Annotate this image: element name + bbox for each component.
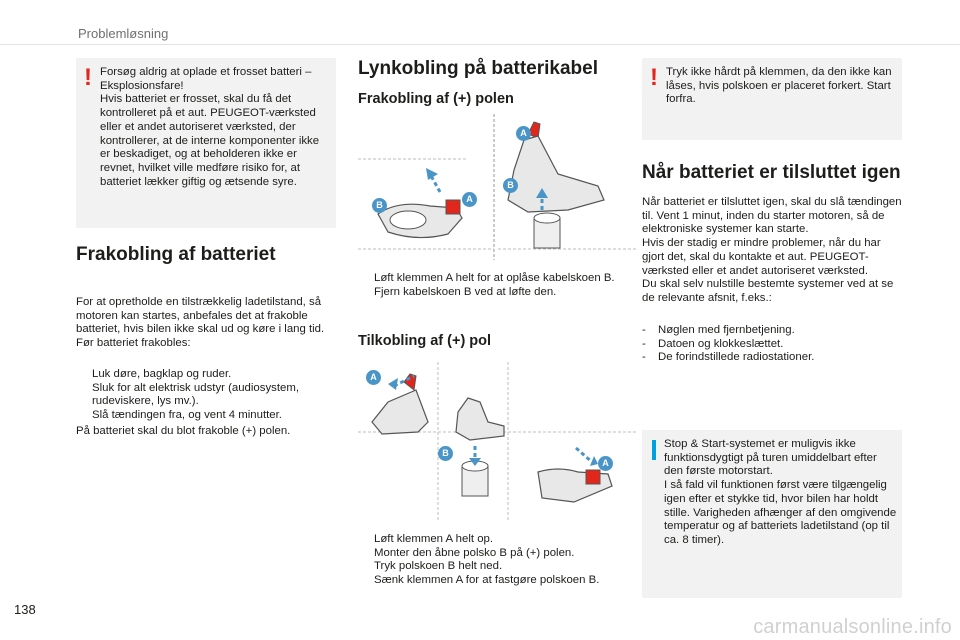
- info-icon: [652, 440, 656, 460]
- warning-box-frozen-battery: [76, 58, 336, 228]
- list-item: Luk døre, bagklap og ruder.: [92, 368, 232, 380]
- section-title-disconnect: Frakobling af batteriet: [76, 244, 276, 265]
- list-item: Slå tændingen fra, og vent 4 minutter.: [92, 409, 282, 422]
- warning-box-clamp: [642, 58, 902, 140]
- footer-watermark: carmanualsonline.info: [753, 616, 952, 638]
- label-a-badge: A: [462, 192, 477, 207]
- label-b-badge: B: [438, 446, 453, 461]
- list-item: - De forindstillede radiostationer.: [642, 351, 815, 364]
- reconnected-text: Når batteriet er tilsluttet igen, skal du slå tændingen til. Vent 1 minut, inden du starter motoren, så de elektroniske systemer kan starte. Hvis der stadig er mindre problemer, når du har gjort det, skal du kontakte et aut. PEUGEOT-værksted eller et andet autoriseret værksted. Du skal selv nulstille bestemte systemer ved at se de relevante afsnit, f.eks.:: [642, 196, 902, 304]
- label-a-badge: A: [366, 370, 381, 385]
- list-item: Løft klemmen A helt op.: [374, 533, 494, 545]
- list-item: Tryk polskoen B helt ned.: [374, 560, 503, 573]
- warning-text: Tryk ikke hårdt på klemmen, da den ikke kan låses, hvis polskoen er placeret forkert. Start forfra.: [666, 66, 892, 106]
- warning-text: Forsøg aldrig at oplade et frosset batteri – Eksplosionsfare! Hvis batteriet er frosset, skal du få det kontrolleret på et aut. PEUGEOT-værksted eller et andet autoriseret værksted, der kontrollerer, at de interne komponenter ikke er beskadiget, og at beholderen ikke er revnet, hvilket ville medføre risiko for, at batteriet lækker giftig og ætsende syre.: [100, 66, 320, 188]
- connect-positive-steps: [358, 533, 638, 588]
- list-item: - Nøglen med fjernbetjening.: [642, 324, 795, 336]
- reset-systems-list: [642, 324, 904, 365]
- clamp-diagram-svg: [358, 114, 636, 260]
- clamp-connect-svg: [358, 362, 636, 520]
- list-item: Fjern kabelskoen B ved at løfte den.: [374, 285, 557, 298]
- info-text: Stop & Start-systemet er muligvis ikke funktionsdygtigt på turen umiddelbart efter den første motorstart. I så fald vil funktionen først være tilgængelig igen efter et stykke tid, hvor bilen har holdt stille. Varigheden afhænger af den omgivende temperatur og af batteriets ladetilstand (op til ca. 8 timer).: [664, 438, 897, 546]
- section-title-reconnected: Når batteriet er tilsluttet igen: [642, 162, 901, 183]
- label-b-badge: B: [372, 198, 387, 213]
- header-divider: [0, 44, 960, 45]
- info-box-stop-start: [642, 430, 902, 598]
- page-number: 138: [14, 602, 36, 617]
- list-item: Sluk for alt elektrisk udstyr (audiosystem, rudeviskere, lys mv.).: [92, 381, 300, 408]
- disconnect-steps: [76, 368, 336, 423]
- warning-icon: !: [84, 64, 92, 91]
- section-header: Problemløsning: [78, 26, 169, 41]
- label-a-badge: A: [516, 126, 531, 141]
- list-item: Monter den åbne polsko B på (+) polen.: [374, 546, 575, 559]
- subtitle-disconnect-positive: Frakobling af (+) polen: [358, 91, 514, 107]
- subtitle-connect-positive: Tilkobling af (+) pol: [358, 333, 492, 349]
- illustration-disconnect-clamp: [358, 114, 636, 260]
- label-a-badge: A: [598, 456, 613, 471]
- section-title-quick-release: Lynkobling på batterikabel: [358, 58, 599, 79]
- list-item: Sænk klemmen A for at fastgøre polskoen B.: [374, 574, 600, 587]
- illustration-connect-clamp: [358, 362, 636, 520]
- disconnect-positive-steps: [358, 272, 638, 299]
- disconnect-outro: På batteriet skal du blot frakoble (+) polen.: [76, 425, 291, 437]
- disconnect-intro: For at opretholde en tilstrækkelig ladetilstand, så motoren kan startes, anbefales det at frakoble batteriet, hvis bilen ikke skal ud og køre i lang tid. Før batteriet frakobles:: [76, 296, 325, 350]
- label-b-badge: B: [503, 178, 518, 193]
- list-item: - Datoen og klokkeslættet.: [642, 337, 784, 350]
- list-item: Løft klemmen A helt for at oplåse kabelskoen B.: [374, 272, 615, 284]
- warning-icon: !: [650, 64, 658, 91]
